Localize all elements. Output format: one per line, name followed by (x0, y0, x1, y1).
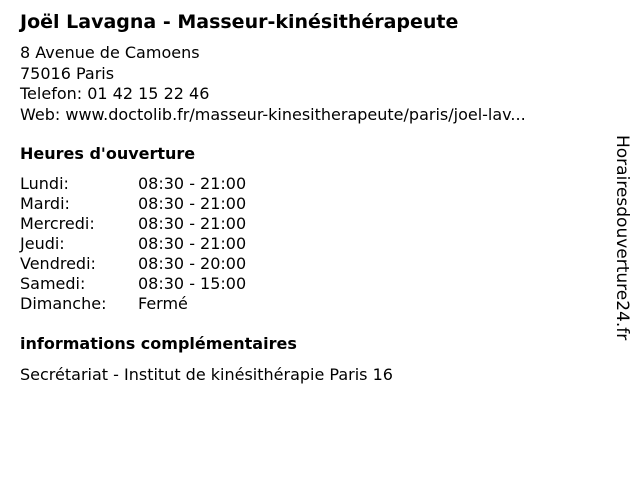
day-label: Samedi: (20, 274, 86, 293)
time-value: 08:30 - 21:00 (138, 214, 247, 233)
additional-info-text: Secrétariat - Institut de kinésithérapie Paris 16 (20, 365, 393, 384)
time-value: Fermé (138, 294, 188, 313)
day-label: Mercredi: (20, 214, 95, 233)
time-value: 08:30 - 15:00 (138, 274, 247, 293)
time-value: 08:30 - 21:00 (138, 194, 247, 213)
time-value: 08:30 - 20:00 (138, 254, 247, 273)
watermark (612, 135, 632, 371)
day-label: Dimanche: (20, 294, 107, 313)
time-value: 08:30 - 21:00 (138, 174, 247, 193)
time-value: 08:30 - 21:00 (138, 234, 247, 253)
website-link[interactable]: Web: www.doctolib.fr/masseur-kinesitherapeute/paris/joel-lav... (20, 104, 526, 124)
phone-number: Telefon: 01 42 15 22 46 (20, 84, 210, 103)
day-label: Mardi: (20, 194, 70, 213)
address-street: 8 Avenue de Camoens (20, 43, 200, 62)
day-label: Vendredi: (20, 254, 96, 273)
contact-block (20, 43, 526, 125)
day-label: Jeudi: (20, 234, 65, 253)
business-title: Joël Lavagna - Masseur-kinésithérapeute (20, 11, 459, 33)
watermark-text: Horairesdouverture24.fr (612, 135, 632, 341)
additional-info-heading: informations complémentaires (20, 334, 297, 353)
opening-hours-heading: Heures d'ouverture (20, 144, 196, 163)
address-city: 75016 Paris (20, 63, 115, 83)
day-label: Lundi: (20, 174, 69, 193)
